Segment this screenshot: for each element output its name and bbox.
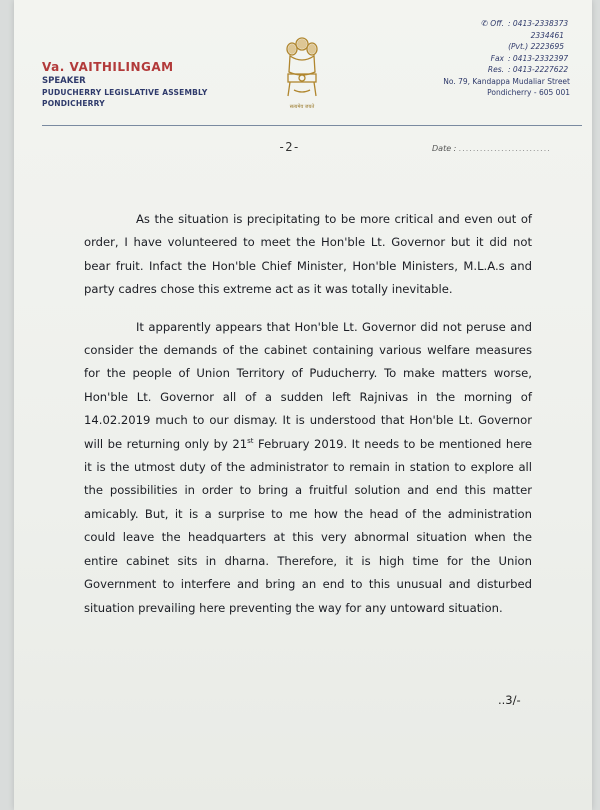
ordinal-suffix: st	[247, 436, 254, 445]
assembly-name: PUDUCHERRY LEGISLATIVE ASSEMBLY	[42, 88, 208, 97]
continuation-mark: ..3/-	[498, 693, 521, 707]
date-field	[432, 144, 551, 153]
letterhead-divider	[42, 125, 582, 126]
speaker-title: SPEAKER	[42, 76, 86, 86]
page-number: -2-	[278, 140, 300, 154]
national-emblem-icon	[282, 34, 322, 104]
sender-block	[42, 60, 208, 108]
contact-row-office	[380, 18, 570, 30]
contact-label	[448, 30, 502, 42]
letterhead	[14, 0, 592, 128]
contact-value: : 0413-2332397	[508, 53, 569, 63]
contact-row-fax	[380, 53, 570, 65]
contact-block	[380, 18, 570, 99]
contact-value: 2334461	[530, 30, 564, 40]
contact-row-residence	[380, 64, 570, 76]
date-blank: ..........................	[458, 144, 552, 153]
address-line-2: Pondicherry - 605 001	[487, 88, 570, 97]
phone-icon: ✆	[481, 19, 488, 28]
contact-row-private	[380, 41, 570, 53]
speaker-name: Va. VAITHILINGAM	[42, 60, 174, 74]
emblem-motto: सत्यमेव जयते	[289, 104, 315, 110]
letter-page	[14, 0, 592, 810]
contact-label: Off.	[490, 19, 504, 28]
contact-value: (Pvt.) 2223695	[508, 42, 564, 51]
letter-body	[84, 208, 532, 634]
address-line-1: No. 79, Kandappa Mudaliar Street	[443, 76, 570, 86]
contact-label: Fax	[490, 53, 504, 63]
contact-label	[448, 41, 502, 53]
paragraph-text: It apparently appears that Hon'ble Lt. Governor did not peruse and consider the demands of the cabinet containing various welfare measures for the people of Union Territory of Puducherry. To make matters worse, Hon'ble Lt. Governor all of a sudden left Rajnivas in the morning of 14.02.2019 much to our dismay. It is understood that Hon'ble Lt. Governor will be returning only by 21	[84, 319, 532, 451]
contact-label: Res.	[487, 65, 504, 74]
paragraph-text: February 2019. It needs to be mentioned here it is the utmost duty of the administrator to remain in station to explore all the possibilities in order to bring a fruitful solution and end this matter amicably. But, it is a surprise to me how the head of the administration could leave the headquarters at this very abnormal situation when the entire cabinet sits in dharna. Therefore, it is high time for the Union Government to interfere and bring an end to this unusual and disturbed situation prevailing here preventing the way for any untoward situation.	[84, 436, 532, 615]
contact-value: : 0413-2227622	[508, 65, 569, 74]
paragraph: As the situation is precipitating to be more critical and even out of order, I have volunteered to meet the Hon'ble Lt. Governor but it did not bear fruit. Infact the Hon'ble Chief Minister, Hon'ble Ministers, M.L.A.s and party cadres chose this extreme act as it was totally inevitable.	[84, 212, 532, 297]
date-label: Date :	[432, 144, 457, 153]
city-name: PONDICHERRY	[42, 99, 105, 108]
contact-value: : 0413-2338373	[508, 19, 569, 28]
paragraph	[84, 316, 532, 620]
contact-row-office-2	[380, 30, 570, 42]
